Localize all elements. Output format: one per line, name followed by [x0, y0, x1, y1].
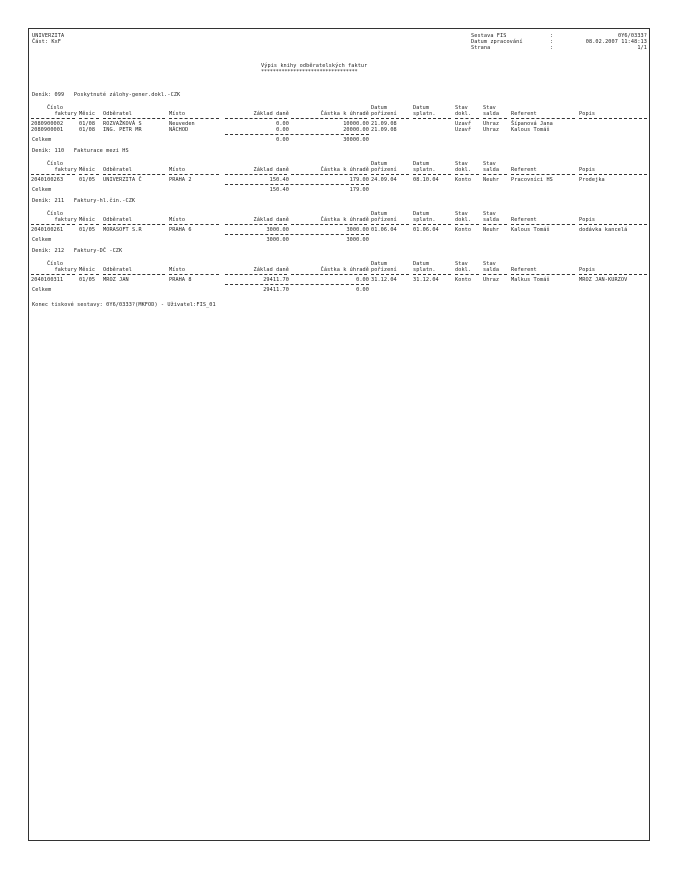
cell-castka: 20000.00	[343, 127, 369, 133]
col-stav-dokladu-line2: dokl.	[455, 111, 472, 117]
header-underline	[371, 224, 409, 225]
header-underline	[579, 118, 647, 119]
total-zaklad: 3000.00	[266, 237, 289, 243]
cell-misto: NÁCHOD	[169, 127, 189, 133]
cell-zaklad: 0.00	[276, 127, 289, 133]
col-datum-splatnosti-line2: splatn.	[413, 111, 436, 117]
col-popis-line2: Popis	[579, 267, 596, 273]
cell-castka: 10000.00	[343, 121, 369, 127]
cell-stav-dokl: Konto	[455, 227, 472, 233]
col-popis-line2: Popis	[579, 217, 596, 223]
cell-misto: Neuveden	[169, 121, 195, 127]
col-cislo-line2: faktury	[54, 111, 77, 117]
header-underline	[483, 224, 507, 225]
cell-datum-por: 21.09.08	[371, 127, 397, 133]
header-underline	[225, 224, 287, 225]
header-underline	[483, 174, 507, 175]
cell-mesic: 01/05	[79, 277, 96, 283]
total-zaklad: 150.40	[269, 187, 289, 193]
col-cislo-line1: Číslo	[47, 105, 64, 111]
cell-datum-spl: 01.06.04	[413, 227, 439, 233]
col-odberatel-line2: Odběratel	[103, 267, 133, 273]
header-underline	[579, 224, 647, 225]
col-cislo-line1: Číslo	[47, 261, 64, 267]
col-datum-porizeni-line1: Datum	[371, 105, 388, 111]
col-cislo-line2: faktury	[54, 217, 77, 223]
cell-stav-saldo: Uhraz	[483, 127, 500, 133]
cell-mesic: 01/05	[79, 177, 96, 183]
header-underline	[455, 224, 479, 225]
header-underline	[455, 274, 479, 275]
col-odberatel-line2: Odběratel	[103, 111, 133, 117]
col-cislo-line2: faktury	[54, 267, 77, 273]
col-stav-salda-line2: salda	[483, 167, 500, 173]
total-separator	[225, 134, 369, 135]
header-underline	[79, 174, 99, 175]
col-mesic-line2: Měsíc	[79, 111, 96, 117]
header-underline	[483, 274, 507, 275]
journal-title: Deník: 211 Faktury-hl.čin.-CZK	[32, 198, 136, 204]
header-underline	[511, 174, 575, 175]
col-stav-salda-line2: salda	[483, 267, 500, 273]
cell-stav-saldo: Neuhr	[483, 227, 500, 233]
cell-cislo: 2040100261	[31, 227, 64, 233]
header-underline	[169, 174, 219, 175]
col-stav-dokladu-line2: dokl.	[455, 167, 472, 173]
header-underline	[455, 118, 479, 119]
datum-label: Datum zpracování	[471, 39, 523, 45]
cell-zaklad: 29411.70	[263, 277, 289, 283]
col-datum-splatnosti-line2: splatn.	[413, 217, 436, 223]
org-name: UNIVERZITA	[32, 33, 65, 39]
cell-castka: 3000.00	[346, 227, 369, 233]
cell-referent: Kalous Tomáš	[511, 127, 550, 133]
header-underline	[371, 174, 409, 175]
header-underline	[31, 224, 75, 225]
header-underline	[579, 274, 647, 275]
cell-misto: PRAHA 2	[169, 177, 192, 183]
report-title-underline: *********************************	[261, 69, 358, 75]
col-datum-splatnosti-line1: Datum	[413, 261, 430, 267]
col-stav-dokladu-line1: Stav	[455, 105, 468, 111]
total-label: Celkem	[32, 137, 52, 143]
cell-stav-saldo: Uhraz	[483, 277, 500, 283]
cell-datum-por: 21.09.08	[371, 121, 397, 127]
col-datum-splatnosti-line1: Datum	[413, 211, 430, 217]
col-datum-splatnosti-line2: splatn.	[413, 167, 436, 173]
total-castka: 0.00	[356, 287, 369, 293]
cell-stav-saldo: Neuhr	[483, 177, 500, 183]
col-cislo-line1: Číslo	[47, 161, 64, 167]
header-underline	[455, 174, 479, 175]
col-misto-line2: Místo	[169, 267, 186, 273]
cell-datum-por: 24.09.04	[371, 177, 397, 183]
col-datum-porizeni-line1: Datum	[371, 211, 388, 217]
cell-castka: 179.00	[349, 177, 369, 183]
header-underline	[79, 274, 99, 275]
cell-stav-dokl: Konto	[455, 277, 472, 283]
col-odberatel-line2: Odběratel	[103, 217, 133, 223]
total-label: Celkem	[32, 237, 52, 243]
sestava-value: 0Y6/0333?	[617, 33, 647, 39]
cell-datum-por: 01.06.04	[371, 227, 397, 233]
header-underline	[371, 118, 409, 119]
total-separator	[225, 184, 369, 185]
cell-referent: Malkus Tomáš	[511, 277, 550, 283]
col-stav-salda-line2: salda	[483, 111, 500, 117]
cell-odberatel: ROZVAŽKOVÁ S	[103, 121, 142, 127]
report-page	[28, 28, 650, 841]
report-title: Výpis knihy odběratelských faktur	[261, 63, 368, 69]
cell-mesic: 01/08	[79, 121, 96, 127]
col-referent-line2: Referent	[511, 111, 537, 117]
col-stav-salda-line1: Stav	[483, 105, 496, 111]
col-popis-line2: Popis	[579, 111, 596, 117]
header-underline	[291, 274, 367, 275]
journal-title: Deník: 099 Poskytnuté zálohy-gener.dokl.-CZK	[32, 92, 181, 98]
col-castka-line2: Částka k úhradě	[320, 267, 369, 273]
cell-referent: Kalous Tomáš	[511, 227, 550, 233]
strana-label: Strana	[471, 45, 491, 51]
header-underline	[413, 274, 451, 275]
cell-mesic: 01/08	[79, 127, 96, 133]
org-unit: Část: KxF	[32, 39, 62, 45]
col-referent-line2: Referent	[511, 217, 537, 223]
col-stav-dokladu-line1: Stav	[455, 161, 468, 167]
col-mesic-line2: Měsíc	[79, 267, 96, 273]
col-castka-line2: Částka k úhradě	[320, 217, 369, 223]
col-odberatel-line2: Odběratel	[103, 167, 133, 173]
col-stav-dokladu-line2: dokl.	[455, 267, 472, 273]
total-label: Celkem	[32, 287, 52, 293]
cell-zaklad: 3000.00	[266, 227, 289, 233]
report-footer: Konec tiskové sestavy: 0Y6/0333?(MKFOD) - Uživatel:FIS_01	[32, 302, 216, 308]
header-underline	[291, 118, 367, 119]
datum-colon: :	[550, 39, 554, 45]
cell-stav-saldo: Uhraz	[483, 121, 500, 127]
col-stav-dokladu-line2: dokl.	[455, 217, 472, 223]
col-datum-porizeni-line2: pořízení	[371, 111, 397, 117]
header-underline	[511, 224, 575, 225]
col-zaklad-line2: Základ daně	[253, 111, 289, 117]
col-stav-salda-line1: Stav	[483, 261, 496, 267]
header-underline	[483, 118, 507, 119]
total-zaklad: 29411.70	[263, 287, 289, 293]
cell-referent: Šípanová Jana	[511, 121, 553, 127]
header-underline	[413, 118, 451, 119]
total-castka: 179.00	[349, 187, 369, 193]
cell-stav-dokl: Konto	[455, 177, 472, 183]
header-underline	[31, 174, 75, 175]
cell-zaklad: 0.00	[276, 121, 289, 127]
header-underline	[579, 174, 647, 175]
header-underline	[103, 224, 165, 225]
strana-value: 1/1	[637, 45, 647, 51]
cell-odberatel: MORASOFT S.R	[103, 227, 142, 233]
total-separator	[225, 234, 369, 235]
cell-cislo: 2080900002	[31, 121, 64, 127]
col-stav-salda-line1: Stav	[483, 161, 496, 167]
col-datum-porizeni-line1: Datum	[371, 161, 388, 167]
cell-datum-por: 31.12.04	[371, 277, 397, 283]
datum-value: 08.02.2007 11:48:13	[585, 39, 647, 45]
col-stav-dokladu-line1: Stav	[455, 211, 468, 217]
col-misto-line2: Místo	[169, 167, 186, 173]
col-mesic-line2: Měsíc	[79, 217, 96, 223]
cell-mesic: 01/05	[79, 227, 96, 233]
cell-stav-dokl: Uzavř	[455, 121, 472, 127]
col-zaklad-line2: Základ daně	[253, 217, 289, 223]
header-underline	[103, 174, 165, 175]
col-datum-porizeni-line2: pořízení	[371, 217, 397, 223]
header-underline	[371, 274, 409, 275]
cell-cislo: 2080900001	[31, 127, 64, 133]
total-castka: 30000.00	[343, 137, 369, 143]
header-underline	[413, 174, 451, 175]
cell-odberatel: MROZ JAN	[103, 277, 129, 283]
col-popis-line2: Popis	[579, 167, 596, 173]
cell-odberatel: ING. PETR MR	[103, 127, 142, 133]
header-underline	[31, 118, 75, 119]
col-mesic-line2: Měsíc	[79, 167, 96, 173]
cell-popis: dodávka kancelá	[579, 227, 628, 233]
header-underline	[31, 274, 75, 275]
col-datum-splatnosti-line1: Datum	[413, 161, 430, 167]
col-datum-splatnosti-line2: splatn.	[413, 267, 436, 273]
cell-misto: PRAHA 8	[169, 277, 192, 283]
col-misto-line2: Místo	[169, 217, 186, 223]
cell-cislo: 2040100311	[31, 277, 64, 283]
header-underline	[169, 118, 219, 119]
cell-odberatel: UNIVERZITA Č	[103, 177, 142, 183]
col-cislo-line2: faktury	[54, 167, 77, 173]
header-underline	[225, 174, 287, 175]
header-underline	[169, 224, 219, 225]
col-castka-line2: Částka k úhradě	[320, 167, 369, 173]
col-stav-salda-line1: Stav	[483, 211, 496, 217]
journal-title: Deník: 212 Faktury-DČ -CZK	[32, 248, 123, 254]
cell-referent: Pracovníci HS	[511, 177, 553, 183]
strana-colon: :	[550, 45, 554, 51]
header-underline	[511, 118, 575, 119]
header-underline	[291, 224, 367, 225]
sestava-colon: :	[550, 33, 554, 39]
header-underline	[511, 274, 575, 275]
col-stav-salda-line2: salda	[483, 217, 500, 223]
col-misto-line2: Místo	[169, 111, 186, 117]
total-separator	[225, 284, 369, 285]
col-stav-dokladu-line1: Stav	[455, 261, 468, 267]
header-underline	[291, 174, 367, 175]
header-underline	[79, 224, 99, 225]
cell-cislo: 2040100263	[31, 177, 64, 183]
cell-stav-dokl: Uzavř	[455, 127, 472, 133]
header-underline	[103, 274, 165, 275]
col-cislo-line1: Číslo	[47, 211, 64, 217]
col-zaklad-line2: Základ daně	[253, 267, 289, 273]
cell-popis: Prodejka	[579, 177, 605, 183]
header-underline	[79, 118, 99, 119]
header-underline	[225, 118, 287, 119]
journal-title: Deník: 110 Fakturace mezi HS	[32, 148, 129, 154]
cell-zaklad: 150.40	[269, 177, 289, 183]
col-castka-line2: Částka k úhradě	[320, 111, 369, 117]
total-castka: 3000.00	[346, 237, 369, 243]
total-zaklad: 0.00	[276, 137, 289, 143]
header-underline	[169, 274, 219, 275]
col-datum-porizeni-line1: Datum	[371, 261, 388, 267]
col-referent-line2: Referent	[511, 167, 537, 173]
col-datum-porizeni-line2: pořízení	[371, 167, 397, 173]
sestava-label: Sestava FIS	[471, 33, 507, 39]
cell-castka: 0.00	[356, 277, 369, 283]
header-underline	[413, 224, 451, 225]
cell-datum-spl: 08.10.04	[413, 177, 439, 183]
col-datum-splatnosti-line1: Datum	[413, 105, 430, 111]
total-label: Celkem	[32, 187, 52, 193]
col-referent-line2: Referent	[511, 267, 537, 273]
col-zaklad-line2: Základ daně	[253, 167, 289, 173]
header-underline	[103, 118, 165, 119]
cell-popis: MROZ JAN-KURZOV	[579, 277, 628, 283]
cell-misto: PRAHA 6	[169, 227, 192, 233]
cell-datum-spl: 31.12.04	[413, 277, 439, 283]
col-datum-porizeni-line2: pořízení	[371, 267, 397, 273]
header-underline	[225, 274, 287, 275]
